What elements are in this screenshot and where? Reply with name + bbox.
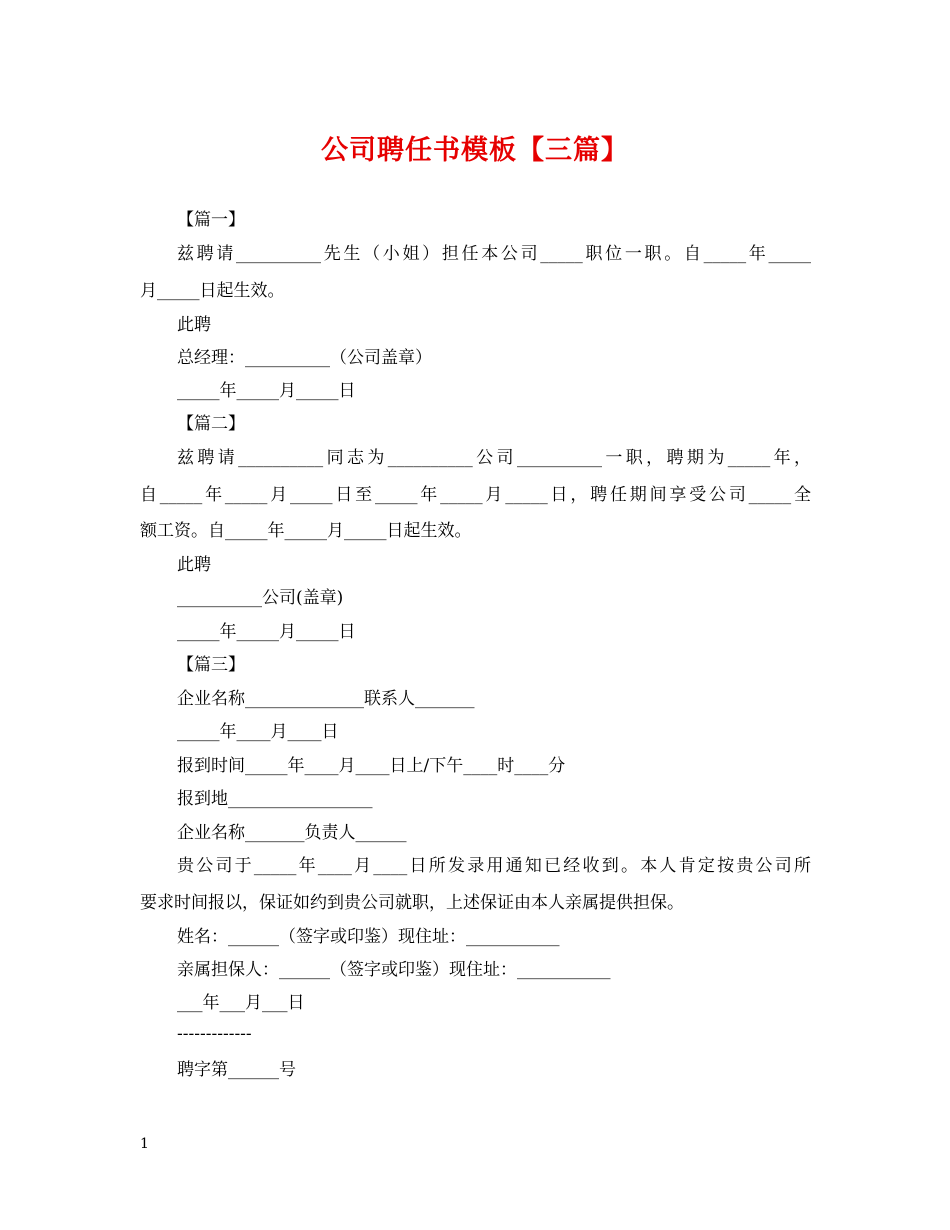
section3-line9: 亲属担保人：______（签字或印鉴）现住址：___________ bbox=[177, 960, 611, 980]
page-number: 1 bbox=[140, 1136, 149, 1152]
section1-heading: 【篇一】 bbox=[177, 210, 245, 230]
section3-line10: ___年___月___日 bbox=[177, 993, 305, 1013]
section2-line2: 自_____年_____月_____日至_____年_____月_____日，聘任期间享受公司_____全 bbox=[140, 485, 811, 505]
section3-line2: _____年____月____日 bbox=[177, 722, 339, 742]
section2-line6: _____年_____月_____日 bbox=[177, 622, 356, 642]
section3-line4: 报到地_________________ bbox=[177, 789, 373, 809]
section1-line5: _____年_____月_____日 bbox=[177, 381, 356, 401]
section2-line1: 兹聘请__________同志为__________公司__________一职，聘期为_____年， bbox=[177, 448, 811, 468]
section3-line1: 企业名称______________联系人_______ bbox=[177, 689, 475, 709]
section2-heading: 【篇二】 bbox=[177, 414, 245, 434]
section1-line4: 总经理：__________（公司盖章） bbox=[177, 348, 432, 368]
section1-line1: 兹聘请__________先生（小姐）担任本公司_____职位一职。自_____年_____ bbox=[177, 244, 811, 264]
section3-line12: 聘字第______号 bbox=[177, 1060, 296, 1080]
section3-heading: 【篇三】 bbox=[177, 655, 245, 675]
section2-line4: 此聘 bbox=[177, 555, 211, 575]
section3-line8: 姓名：______（签字或印鉴）现住址：___________ bbox=[177, 927, 560, 947]
section2-line5: __________公司(盖章) bbox=[177, 588, 344, 608]
section3-line7: 要求时间报以，保证如约到贵公司就职，上述保证由本人亲属提供担保。 bbox=[140, 893, 684, 913]
section3-line6: 贵公司于_____年____月____日所发录用通知已经收到。本人肯定按贵公司所 bbox=[177, 856, 811, 876]
section3-divider: ------------- bbox=[177, 1024, 252, 1044]
section1-line3: 此聘 bbox=[177, 315, 211, 335]
document-title: 公司聘任书模板【三篇】 bbox=[321, 135, 629, 166]
section1-line2: 月_____日起生效。 bbox=[140, 281, 285, 301]
section3-line3: 报到时间_____年____月____日上/下午____时____分 bbox=[177, 756, 566, 776]
section3-line5: 企业名称_______负责人______ bbox=[177, 823, 407, 843]
section2-line3: 额工资。自_____年_____月_____日起生效。 bbox=[140, 521, 472, 541]
